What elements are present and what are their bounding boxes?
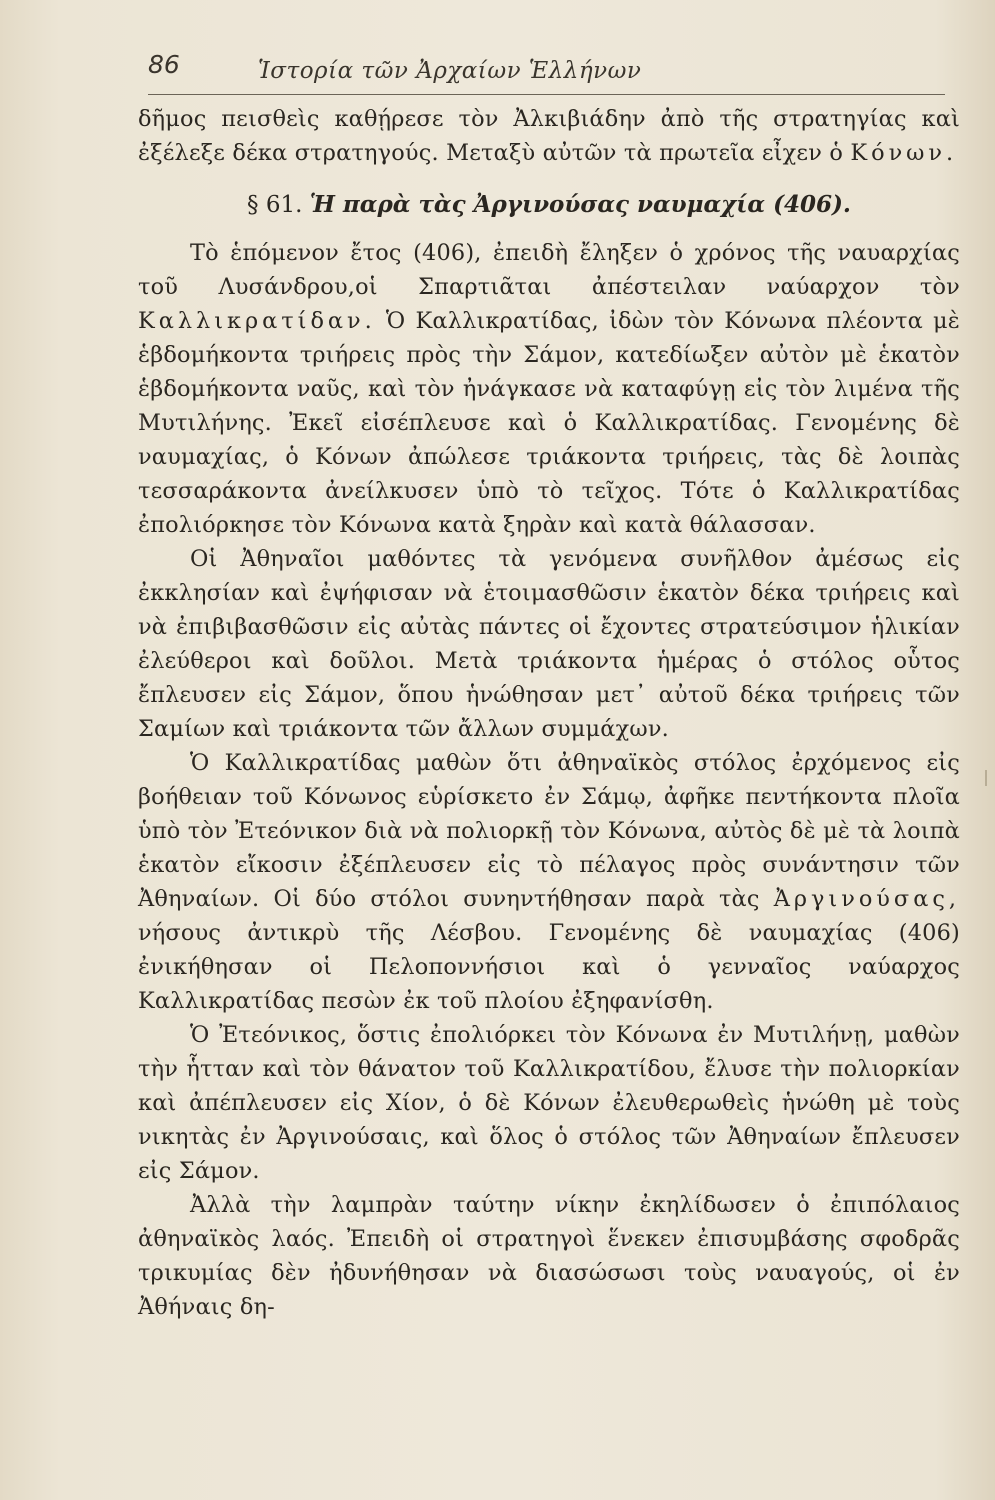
margin-mark xyxy=(985,770,987,786)
page-number: 86 xyxy=(148,50,180,79)
paragraph-1-part-b: Ὁ Καλλικρατίδας, ἰδὼν τὸν Κόνωνα πλέοντα μὲ ἑβδομήκοντα τριήρεις πρὸς τὴν Σάμον, κατεδίωξεν αὐτὸν μὲ ἑκατὸν ἑβδομήκοντα ναῦς, καὶ τὸν ἠνάγκασε νὰ καταφύγῃ εἰς τὸν λιμένα τῆς Μυτιλήνης. Ἐκεῖ εἰσέπλευσε καὶ ὁ Καλλικρατίδας. Γενομένης δὲ ναυμαχίας, ὁ Κόνων ἀπώλεσε τριάκοντα τριήρεις, τὰς δὲ λοιπὰς τεσσαράκοντα ἀνείλκυσεν ὑπὸ τὸ τεῖχος. Τότε ὁ Καλλικρατίδας ἐπολιόρκησε τὸν Κόνωνα κατὰ ξηρὰν καὶ κατὰ θάλασσαν. xyxy=(138,308,960,538)
paragraph-3-part-a: Ὁ Καλλικρατίδας μαθὼν ὅτι ἀθηναϊκὸς στόλος ἐρχόμενος εἰς βοήθειαν τοῦ Κόνωνος εὑρίσκετο ἐν Σάμῳ, ἀφῆκε πεντήκοντα πλοῖα ὑπὸ τὸν Ἐτεόνικον διὰ νὰ πολιορκῇ τὸν Κόνωνα, αὐτὸς δὲ μὲ τὰ λοιπὰ ἑκατὸν εἴκοσιν ἐξέπλευσεν εἰς τὸ πέλαγος πρὸς συνάντησιν τῶν Ἀθηναίων. Οἱ δύο στόλοι συνηντήθησαν παρὰ τὰς xyxy=(138,750,960,912)
paragraph-intro xyxy=(138,102,960,170)
section-heading xyxy=(138,188,960,222)
section-title: Ἡ παρὰ τὰς Ἀργινούσας ναυμαχία (406). xyxy=(309,191,851,218)
paragraph-1 xyxy=(138,236,960,542)
paragraph-5: Ἀλλὰ τὴν λαμπρὰν ταύτην νίκην ἐκηλίδωσεν ὁ ἐπιπόλαιος ἀθηναϊκὸς λαός. Ἐπειδὴ οἱ στρατηγοὶ ἕνεκεν ἐπισυμβάσης σφοδρᾶς τρικυμίας δὲν ἠδυνήθησαν νὰ διασώσωσι τοὺς ναυαγούς, οἱ ἐν Ἀθήναις δη- xyxy=(138,1192,960,1320)
page-header xyxy=(148,44,945,95)
paragraph-3 xyxy=(138,746,960,1018)
paragraph-1-name: Καλλικρατίδαν. xyxy=(138,308,376,334)
paragraph-3-name: Ἀργινούσας, xyxy=(773,886,960,912)
paragraph-1-part-a: Τὸ ἑπόμενον ἔτος (406), ἐπειδὴ ἔληξεν ὁ χρόνος τῆς ναυαρχίας τοῦ Λυσάνδρου,οἱ Σπαρτιᾶται ἀπέστειλαν ναύαρχον τὸν xyxy=(138,240,960,300)
running-title: Ἱστορία τῶν Ἀρχαίων Ἑλλήνων xyxy=(258,58,642,84)
paragraph-4: Ὁ Ἐτεόνικος, ὅστις ἐπολιόρκει τὸν Κόνωνα ἐν Μυτιλήνῃ, μαθὼν τὴν ἧτταν καὶ τὸν θάνατον τοῦ Καλλικρατίδου, ἔλυσε τὴν πολιορκίαν καὶ ἀπέπλευσεν εἰς Χίον, ὁ δὲ Κόνων ἐλευθερωθεὶς ἡνώθη μὲ τοὺς νικητὰς ἐν Ἀργινούσαις, καὶ ὅλος ὁ στόλος τῶν Ἀθηναίων ἔπλευσεν εἰς Σάμον. xyxy=(138,1022,960,1184)
page-body xyxy=(138,102,960,1324)
intro-name: Κόνων. xyxy=(850,140,958,166)
intro-text: δῆμος πεισθεὶς καθῄρεσε τὸν Ἀλκιβιάδην ἀπὸ τῆς στρατηγίας καὶ ἐξέλεξε δέκα στρατηγούς. Μεταξὺ αὐτῶν τὰ πρωτεῖα εἶχεν ὁ xyxy=(138,106,960,166)
paragraph-2: Οἱ Ἀθηναῖοι μαθόντες τὰ γενόμενα συνῆλθον ἀμέσως εἰς ἐκκλησίαν καὶ ἐψήφισαν νὰ ἑτοιμασθῶσιν ἑκατὸν δέκα τριήρεις καὶ νὰ ἐπιβιβασθῶσιν εἰς αὐτὰς πάντες οἱ ἔχοντες στρατεύσιμον ἡλικίαν ἐλεύθεροι καὶ δοῦλοι. Μετὰ τριάκοντα ἡμέρας ὁ στόλος οὗτος ἔπλευσεν εἰς Σάμον, ὅπου ἡνώθησαν μετ᾽ αὐτοῦ δέκα τριήρεις τῶν Σαμίων καὶ τριάκοντα τῶν ἄλλων συμμάχων. xyxy=(138,546,960,742)
section-number: § 61. xyxy=(247,192,303,218)
paragraph-3-part-b: νήσους ἀντικρὺ τῆς Λέσβου. Γενομένης δὲ ναυμαχίας (406) ἐνικήθησαν οἱ Πελοποννήσιοι καὶ ὁ γενναῖος ναύαρχος Καλλικρατίδας πεσὼν ἐκ τοῦ πλοίου ἐξηφανίσθη. xyxy=(138,920,960,1014)
